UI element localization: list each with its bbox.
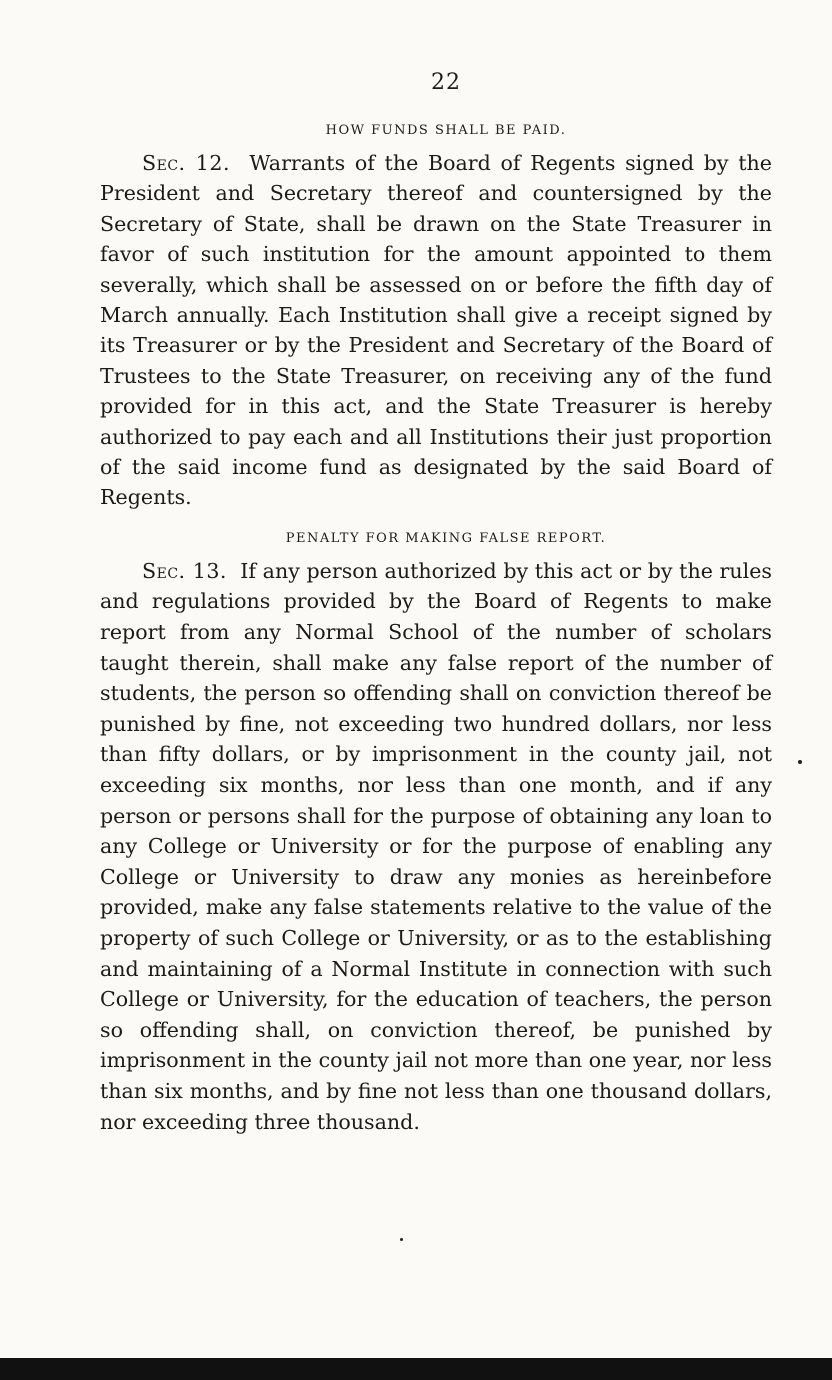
section-13-paragraph <box>100 556 772 1137</box>
section-12-text: Warrants of the Board of Regents signed by the President and Secretary thereof and countersigned by the Secretary of State, shall be drawn on the State Treasurer in favor of such institution for the amount appointed to them severally, which shall be assessed on or before the fifth day of March annually. Each Institution shall give a receipt signed by its Treasurer or by the President and Secretary of the Board of Trustees to the State Treasurer, on receiving any of the fund provided for in this act, and the State Treasurer is hereby authorized to pay each and all Institutions their just proportion of the said income fund as designated by the said Board of Regents. <box>100 151 772 510</box>
section-12-paragraph <box>100 148 772 513</box>
page-number: 22 <box>431 70 461 95</box>
section-13-label: Sec. 13. <box>142 558 227 583</box>
print-speck <box>798 760 802 764</box>
section-13-heading: PENALTY FOR MAKING FALSE REPORT. <box>285 530 607 546</box>
section-12-heading: HOW FUNDS SHALL BE PAID. <box>325 123 567 138</box>
section-12-label: Sec. 12. <box>142 151 231 175</box>
scan-bottom-edge <box>0 1358 832 1380</box>
section-13-text: If any person authorized by this act or by the rules and regulations provided by the Board of Regents to make report from any Normal School of the number of scholars taught therein, shall make any false report of the number of students, the person so offending shall on conviction thereof be punished by fine, not exceeding two hundred dollars, nor less than fifty dollars, or by imprisonment in the county jail, not exceeding six months, nor less than one month, and if any person or persons shall for the purpose of obtaining any loan to any College or University or for the purpose of enabling any College or University to draw any monies as hereinbefore provided, make any false statements relative to the value of the property of such College or University, or as to the establishing and maintaining of a Normal Institute in connection with such College or University, for the education of teachers, the person so offending shall, on conviction thereof, be punished by imprisonment in the county jail not more than one year, nor less than six months, and by fine not less than one thousand dollars, nor exceeding three thousand. <box>100 558 772 1134</box>
print-speck <box>400 1238 403 1241</box>
